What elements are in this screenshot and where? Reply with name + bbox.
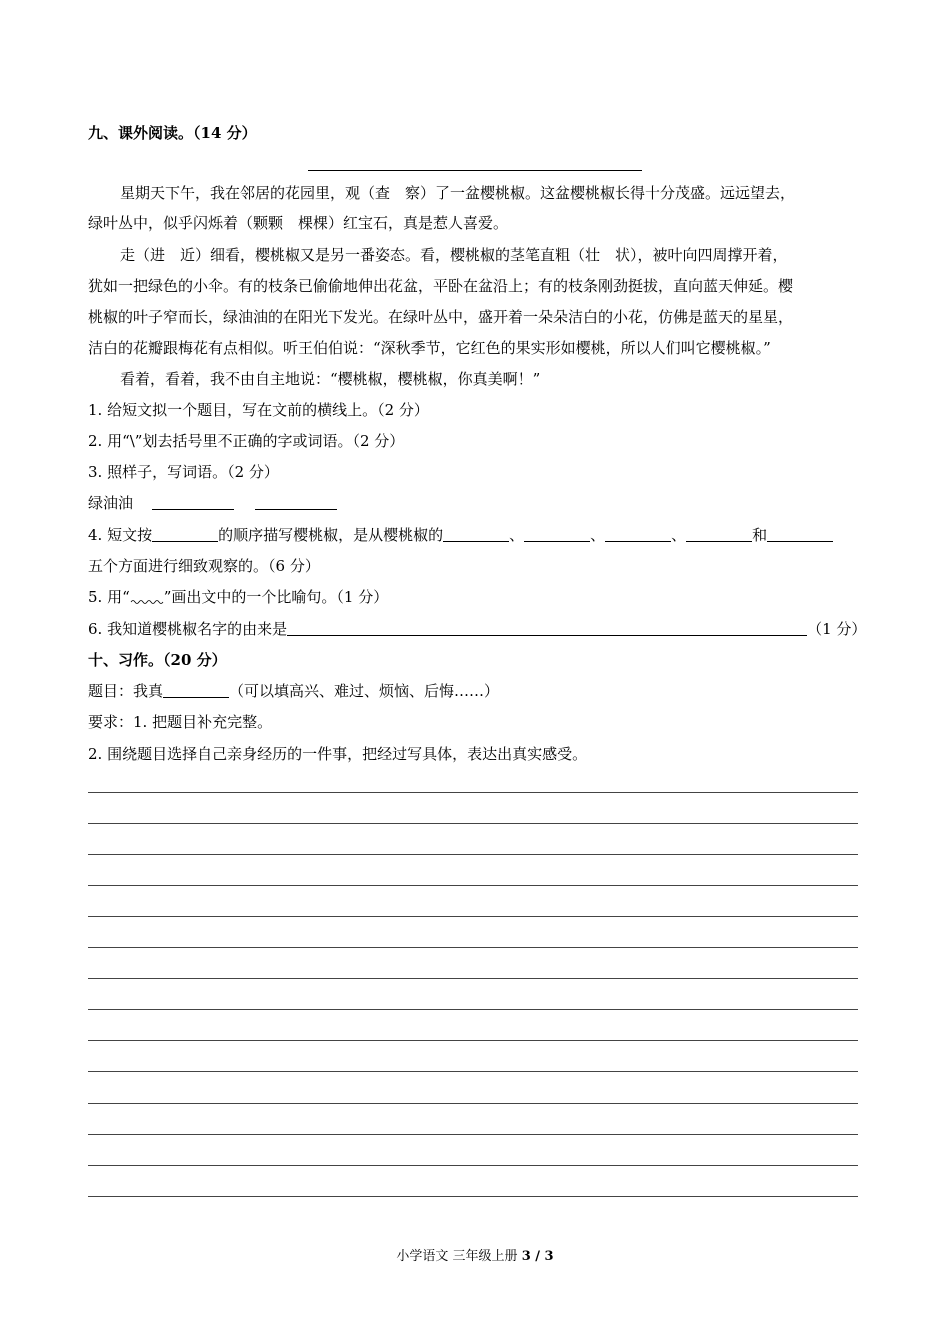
passage-line-1: 星期天下午，我在邻居的花园里，观（查 察）了一盆樱桃椒。这盆樱桃椒长得十分茂盛。远远望去， [120, 184, 796, 202]
question-3: 3. 照样子，写词语。（2 分） [88, 463, 279, 481]
question-6-text: （1 分） [807, 620, 867, 638]
question-4-text: 和 [752, 526, 768, 544]
writing-line[interactable] [88, 823, 858, 824]
separator: 、 [671, 526, 687, 544]
passage-line-7: 看着，看着，我不由自主地说：“樱桃椒，樱桃椒，你真美啊！” [120, 370, 541, 388]
title-blank-line[interactable] [308, 170, 642, 171]
wavy-underline-icon [130, 590, 164, 604]
answer-blank[interactable] [605, 525, 671, 542]
topic-hint: （可以填高兴、难过、烦恼、后悔……） [229, 682, 500, 700]
writing-line[interactable] [88, 1071, 858, 1072]
page-footer [0, 1248, 950, 1266]
passage-line-6: 洁白的花瓣跟梅花有点相似。听王伯伯说：“深秋季节，它红色的果实形如樱桃，所以人们叫它樱桃椒。” [88, 339, 771, 357]
answer-blank[interactable] [686, 525, 752, 542]
question-6-text: 6. 我知道樱桃椒名字的由来是 [88, 620, 288, 638]
essay-requirement-1: 要求：1. 把题目补充完整。 [88, 713, 273, 731]
writing-line[interactable] [88, 1040, 858, 1041]
section10-heading: 十、习作。（20 分） [88, 651, 227, 669]
answer-blank[interactable] [255, 493, 337, 510]
passage-line-5: 桃椒的叶子窄而长，绿油油的在阳光下发光。在绿叶丛中，盛开着一朵朵洁白的小花，仿佛是蓝天的星星， [88, 308, 794, 326]
writing-line[interactable] [88, 854, 858, 855]
writing-line[interactable] [88, 1165, 858, 1166]
answer-blank[interactable] [443, 525, 509, 542]
answer-blank[interactable] [152, 525, 218, 542]
answer-blank[interactable] [152, 493, 234, 510]
topic-blank[interactable] [163, 681, 229, 698]
writing-line[interactable] [88, 885, 858, 886]
answer-blank[interactable] [767, 525, 833, 542]
example-word: 绿油油 [88, 494, 134, 512]
passage-line-4: 犹如一把绿色的小伞。有的枝条已偷偷地伸出花盆，平卧在盆沿上；有的枝条刚劲挺拔，直向蓝天伸延。樱 [88, 277, 794, 295]
question-5-text: 5. 用“ [88, 588, 130, 606]
question-4-text: 的顺序描写樱桃椒，是从樱桃椒的 [218, 526, 444, 544]
question-4-text: 4. 短文按 [88, 526, 153, 544]
answer-blank[interactable] [287, 619, 807, 636]
writing-line[interactable] [88, 792, 858, 793]
question-3-example-row [88, 493, 337, 513]
question-6 [88, 619, 866, 639]
question-2: 2. 用“\”划去括号里不正确的字或词语。（2 分） [88, 432, 405, 450]
writing-line[interactable] [88, 978, 858, 979]
question-5-text: ”画出文中的一个比喻句。（1 分） [163, 588, 389, 606]
question-4 [88, 525, 833, 545]
separator: 、 [509, 526, 525, 544]
passage-line-2: 绿叶丛中，似乎闪烁着（颗颗 棵棵）红宝石，真是惹人喜爱。 [88, 214, 509, 232]
writing-line[interactable] [88, 1196, 858, 1197]
essay-requirement-2: 2. 围绕题目选择自己亲身经历的一件事，把经过写具体，表达出真实感受。 [88, 745, 588, 763]
answer-blank[interactable] [524, 525, 590, 542]
writing-line[interactable] [88, 1009, 858, 1010]
separator: 、 [590, 526, 606, 544]
section9-heading: 九、课外阅读。（14 分） [88, 124, 257, 142]
essay-topic [88, 681, 499, 701]
question-1: 1. 给短文拟一个题目，写在文前的横线上。（2 分） [88, 401, 429, 419]
writing-line[interactable] [88, 1134, 858, 1135]
topic-text: 题目：我真 [88, 682, 164, 700]
question-4-line-2: 五个方面进行细致观察的。（6 分） [88, 557, 320, 575]
footer-subject: 小学语文 三年级上册 [396, 1249, 522, 1264]
question-5 [88, 587, 388, 607]
writing-line[interactable] [88, 1103, 858, 1104]
footer-page-number: 3 / 3 [521, 1249, 554, 1264]
writing-line[interactable] [88, 947, 858, 948]
writing-line[interactable] [88, 916, 858, 917]
passage-line-3: 走（进 近）细看，樱桃椒又是另一番姿态。看，樱桃椒的茎笔直粗（壮 状），被叶向四周撑开着， [120, 246, 788, 264]
